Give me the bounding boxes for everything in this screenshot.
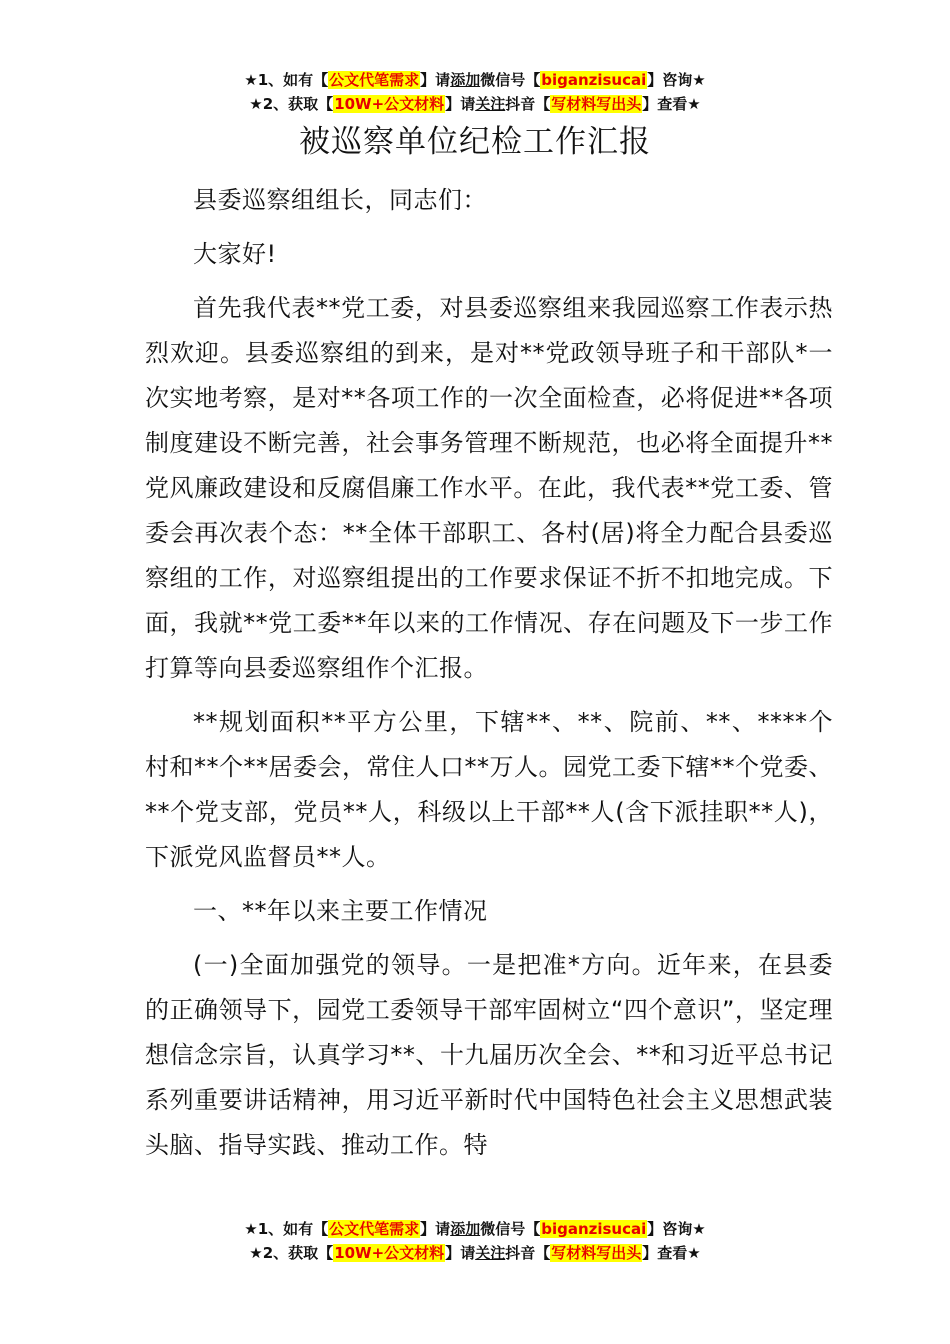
top-banner bbox=[0, 68, 950, 116]
section-paragraph: (一)全面加强党的领导。一是把准*方向。近年来，在县委的正确领导下，园党工委领导干部牢固树立“四个意识”，坚定理想信念宗旨，认真学习**、十九届历次全会、**和习近平总书记系列重要讲话精神，用习近平新时代中国特色社会主义思想武装头脑、指导实践、推动工作。特 bbox=[145, 951, 833, 1159]
highlight-service: 公文代笔需求 bbox=[329, 1220, 420, 1238]
banner-line-1: ★1、如有【公文代笔需求】请添加微信号【biganzisucai】咨询★ bbox=[244, 1220, 706, 1238]
greeting: 大家好! bbox=[193, 240, 277, 268]
document-title: 被巡察单位纪检工作汇报 bbox=[299, 124, 651, 160]
highlight-wechat-id: biganzisucai bbox=[541, 71, 647, 89]
banner-line-2: ★2、获取【10W+公文材料】请关注抖音【写材料写出头】查看★ bbox=[249, 1244, 701, 1262]
banner-line-2: ★2、获取【10W+公文材料】请关注抖音【写材料写出头】查看★ bbox=[249, 95, 701, 113]
bottom-banner bbox=[0, 1217, 950, 1265]
highlight-douyin-id: 写材料写出头 bbox=[551, 95, 642, 113]
banner-line-1: ★1、如有【公文代笔需求】请添加微信号【biganzisucai】咨询★ bbox=[244, 71, 706, 89]
salutation: 县委巡察组组长，同志们： bbox=[193, 186, 487, 214]
document-body bbox=[145, 178, 833, 1168]
section-heading: 一、**年以来主要工作情况 bbox=[193, 897, 488, 925]
highlight-materials: 10W+公文材料 bbox=[334, 95, 445, 113]
highlight-wechat-id: biganzisucai bbox=[541, 1220, 647, 1238]
highlight-service: 公文代笔需求 bbox=[329, 71, 420, 89]
overview-paragraph: **规划面积**平方公里，下辖**、**、院前、**、****个村和**个**居委会，常住人口**万人。园党工委下辖**个党委、**个党支部，党员**人，科级以上干部**人(含下派挂职**人)，下派党风监督员**人。 bbox=[145, 708, 833, 871]
highlight-materials: 10W+公文材料 bbox=[334, 1244, 445, 1262]
intro-paragraph: 首先我代表**党工委，对县委巡察组来我园巡察工作表示热烈欢迎。县委巡察组的到来，是对**党政领导班子和干部队*一次实地考察，是对**各项工作的一次全面检查，必将促进**各项制度建设不断完善，社会事务管理不断规范，也必将全面提升**党风廉政建设和反腐倡廉工作水平。在此，我代表**党工委、管委会再次表个态：**全体干部职工、各村(居)将全力配合县委巡察组的工作，对巡察组提出的工作要求保证不折不扣地完成。下面，我就**党工委**年以来的工作情况、存在问题及下一步工作打算等向县委巡察组作个汇报。 bbox=[145, 294, 833, 682]
highlight-douyin-id: 写材料写出头 bbox=[551, 1244, 642, 1262]
